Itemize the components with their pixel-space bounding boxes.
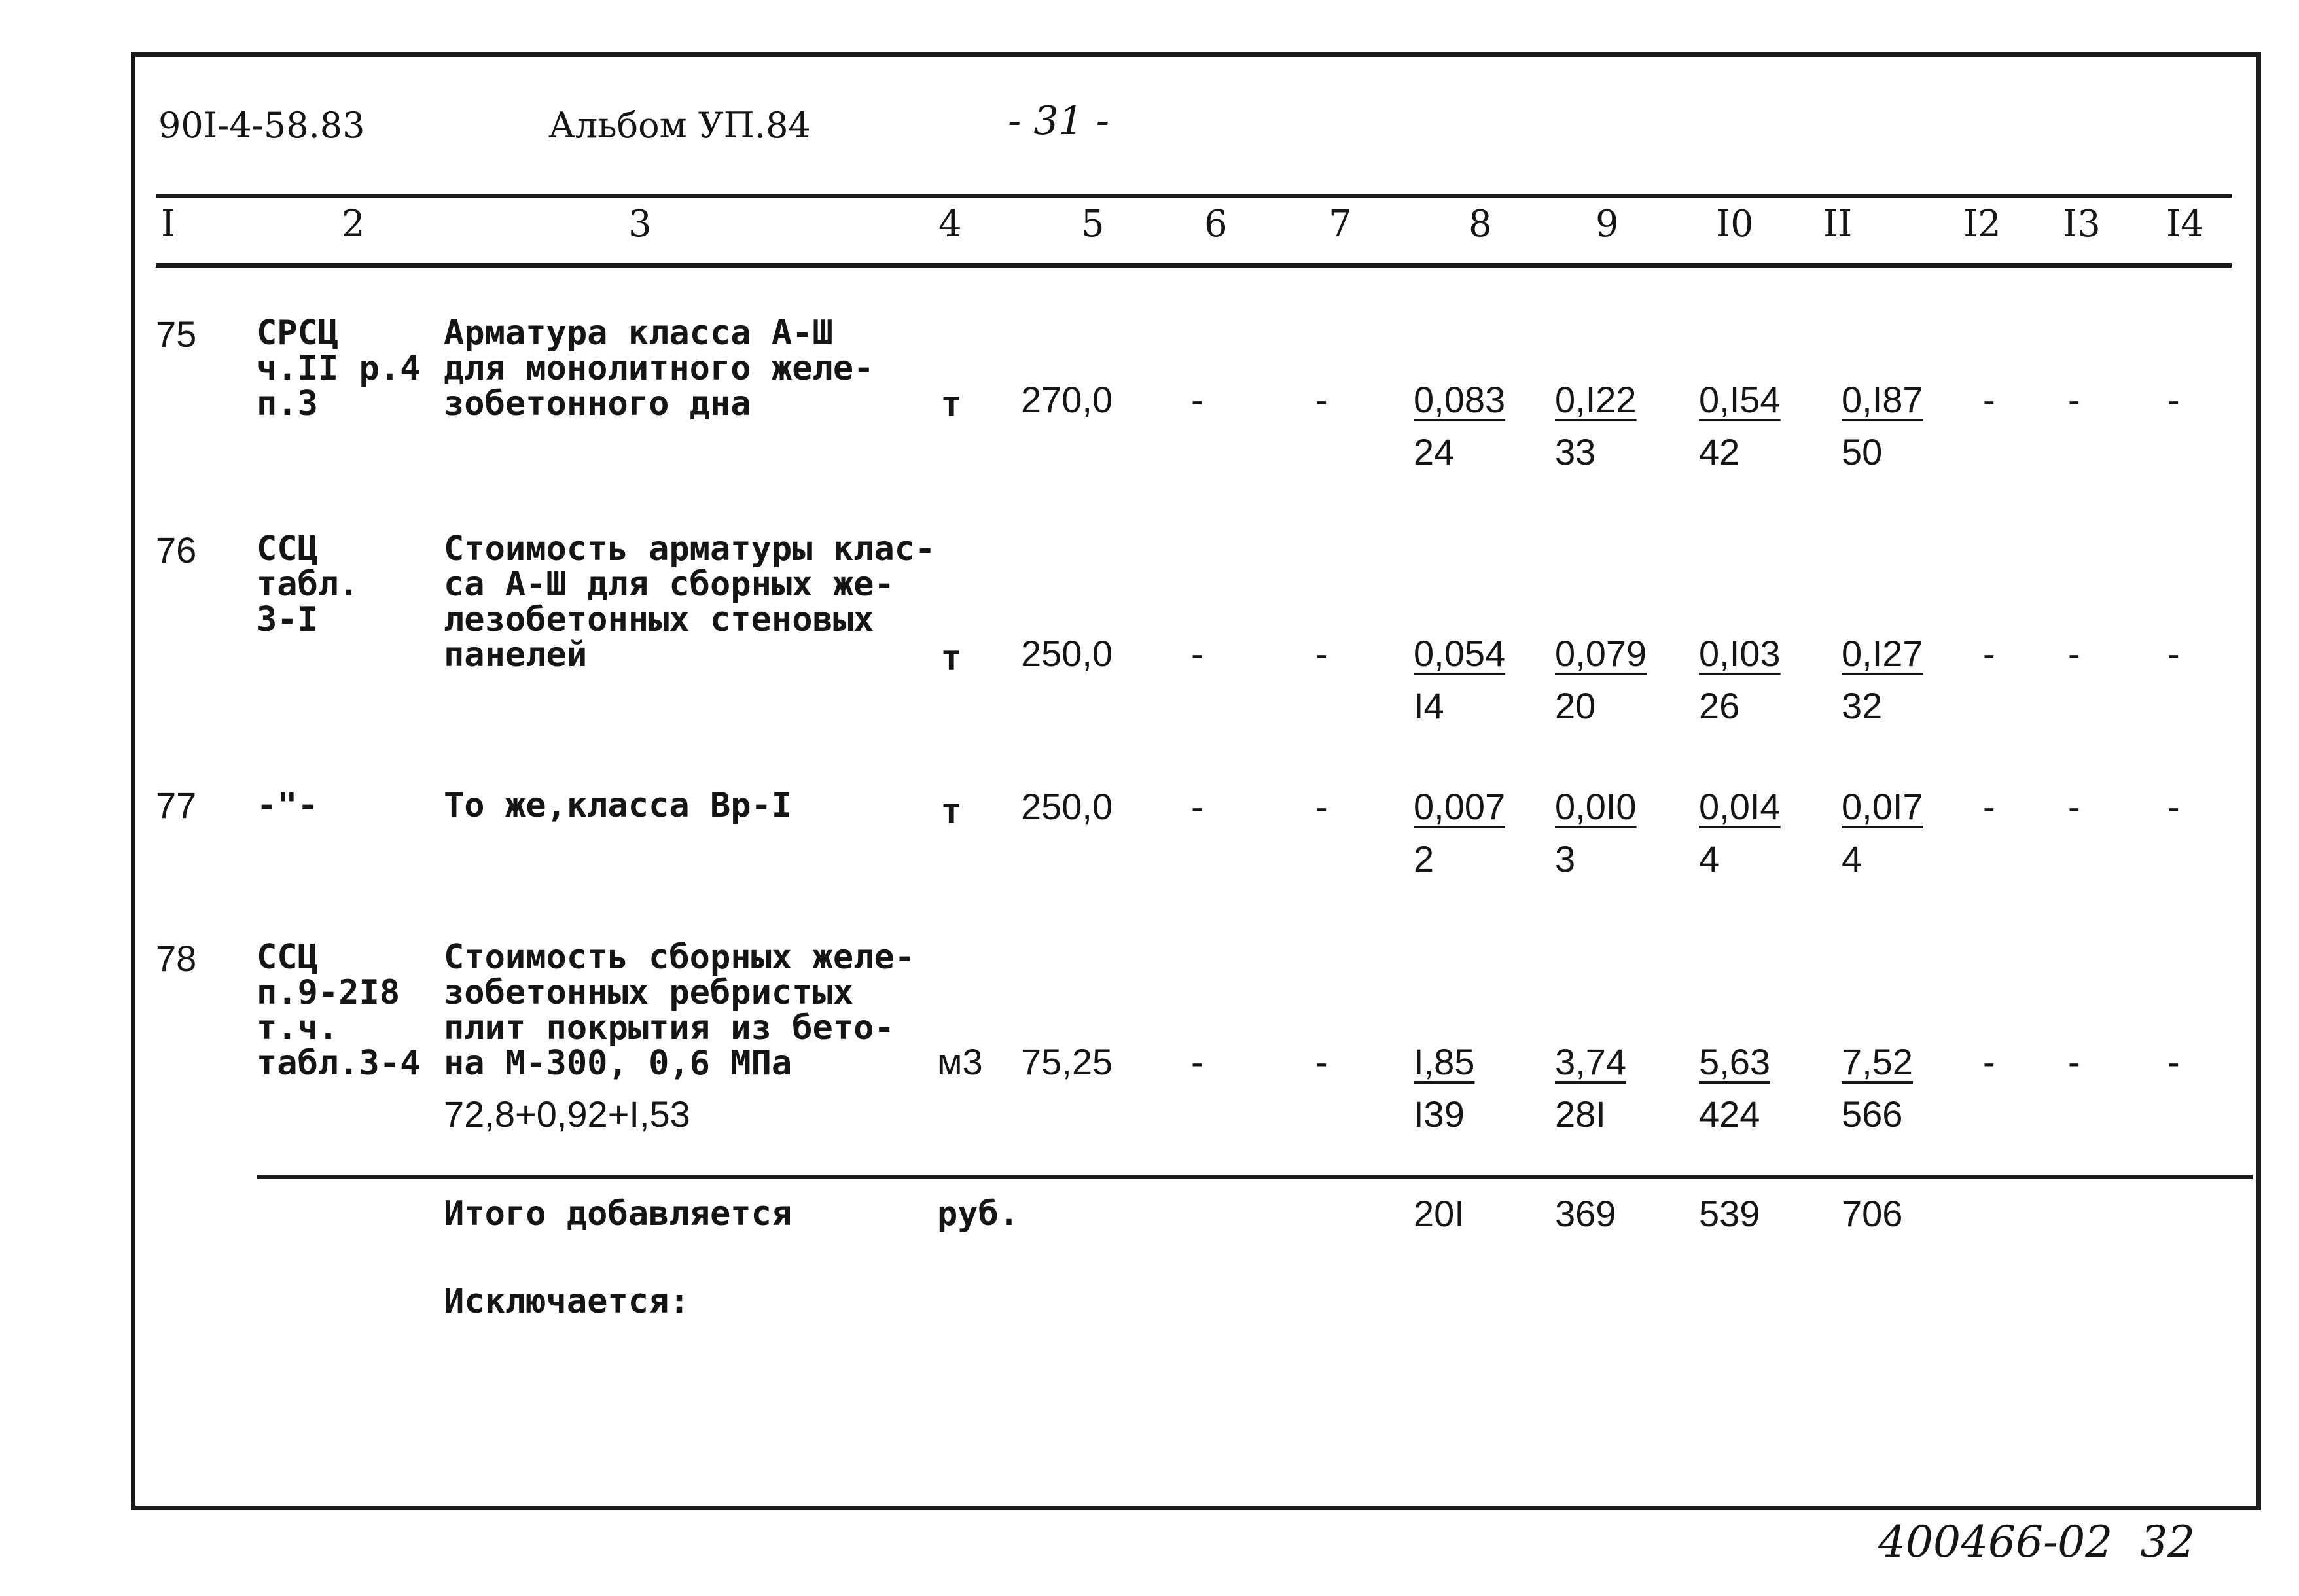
cost-col9: 28I [1555, 1093, 1606, 1135]
cost-col9: 33 [1555, 431, 1596, 472]
row-price: 75,25 [1021, 1041, 1113, 1082]
row-number: 76 [156, 529, 197, 571]
total-label: Итого добавляется [444, 1194, 793, 1233]
col-1: I [161, 203, 176, 245]
value-col9: 0,079 [1555, 633, 1647, 674]
row-description: Стоимость сборных желе- зобетонных ребристых плит покрытия из бето- на М-300, 0,6 МПа [444, 938, 916, 1083]
value-col11: 0,0I7 [1842, 786, 1923, 827]
row-unit: т [942, 383, 961, 424]
cost-col11: 566 [1842, 1093, 1903, 1135]
doc-code: 90I-4-58.83 [158, 105, 365, 146]
value-col10: 0,I54 [1699, 379, 1781, 420]
value-col9: 3,74 [1555, 1041, 1626, 1082]
value-col8: I,85 [1414, 1041, 1475, 1082]
row-unit: м3 [937, 1041, 983, 1082]
col-9: 9 [1595, 203, 1619, 245]
row-col12: - [1983, 633, 1995, 674]
row-ref: СРСЦ ч.II р.4 п.3 [257, 313, 421, 423]
cost-col10: 26 [1699, 685, 1740, 726]
cost-col10: 424 [1699, 1093, 1760, 1135]
page-number: - 31 - [1008, 98, 1110, 144]
cost-col8: I4 [1414, 685, 1444, 726]
row-col13: - [2068, 1041, 2080, 1082]
col-11: II [1823, 203, 1853, 245]
row-col14: - [2167, 1041, 2180, 1082]
row-description: То же,класса Вр-I [444, 786, 793, 825]
row-col7: - [1315, 1041, 1328, 1082]
row-price: 270,0 [1021, 379, 1113, 420]
header-bottom-rule [156, 263, 2232, 268]
cost-col8: 2 [1414, 838, 1435, 879]
row-ref: ССЦ п.9-2I8 т.ч. табл.3-4 [257, 938, 421, 1083]
row-number: 75 [156, 313, 197, 355]
col-8: 8 [1469, 203, 1492, 245]
row-price: 250,0 [1021, 786, 1113, 827]
row-col13: - [2068, 379, 2080, 420]
album-title: Альбом УП.84 [548, 105, 811, 146]
col-14: I4 [2166, 203, 2204, 245]
row-col6: - [1191, 786, 1203, 827]
row-description: Арматура класса А-Ш для монолитного желе- зобетонного дна [444, 313, 874, 423]
row-col6: - [1191, 1041, 1203, 1082]
row-col14: - [2167, 633, 2180, 674]
row-col6: - [1191, 633, 1203, 674]
row-number: 77 [156, 785, 197, 826]
total-unit: руб. [937, 1194, 1020, 1233]
cost-col11: 4 [1842, 838, 1862, 879]
row-unit: т [942, 637, 961, 678]
row-col7: - [1315, 633, 1328, 674]
cost-col10: 4 [1699, 838, 1720, 879]
row-col6: - [1191, 379, 1203, 420]
row-formula: 72,8+0,92+I,53 [444, 1093, 690, 1135]
cost-col8: 24 [1414, 431, 1455, 472]
total-col8: 20I [1414, 1193, 1465, 1234]
value-col11: 0,I27 [1842, 633, 1923, 674]
col-12: I2 [1963, 203, 2001, 245]
col-4: 4 [938, 203, 962, 245]
value-col9: 0,I22 [1555, 379, 1637, 420]
value-col8: 0,054 [1414, 633, 1506, 674]
row-col13: - [2068, 786, 2080, 827]
excluded-label: Исключается: [444, 1282, 690, 1321]
row-col14: - [2167, 379, 2180, 420]
value-col9: 0,0I0 [1555, 786, 1637, 827]
row-ref: ССЦ табл. 3-I [257, 529, 359, 639]
row-col12: - [1983, 379, 1995, 420]
row-col13: - [2068, 633, 2080, 674]
value-col10: 0,I03 [1699, 633, 1781, 674]
row-col14: - [2167, 786, 2180, 827]
col-13: I3 [2063, 203, 2101, 245]
cost-col11: 50 [1842, 431, 1883, 472]
col-10: I0 [1716, 203, 1754, 245]
cost-col11: 32 [1842, 685, 1883, 726]
value-col10: 0,0I4 [1699, 786, 1781, 827]
row-col7: - [1315, 786, 1328, 827]
row-price: 250,0 [1021, 633, 1113, 674]
cost-col9: 20 [1555, 685, 1596, 726]
value-col10: 5,63 [1699, 1041, 1770, 1082]
value-col11: 0,I87 [1842, 379, 1923, 420]
col-5: 5 [1081, 203, 1105, 245]
cost-col8: I39 [1414, 1093, 1465, 1135]
row-col7: - [1315, 379, 1328, 420]
row-number: 78 [156, 938, 197, 979]
col-6: 6 [1204, 203, 1228, 245]
total-col9: 369 [1555, 1193, 1616, 1234]
col-7: 7 [1328, 203, 1352, 245]
col-2: 2 [342, 203, 365, 245]
col-3: 3 [628, 203, 652, 245]
value-col8: 0,083 [1414, 379, 1506, 420]
cost-col10: 42 [1699, 431, 1740, 472]
value-col8: 0,007 [1414, 786, 1506, 827]
cost-col9: 3 [1555, 838, 1576, 879]
value-col11: 7,52 [1842, 1041, 1913, 1082]
header-top-rule [156, 194, 2232, 198]
total-col11: 706 [1842, 1193, 1903, 1234]
row-ref: -"- [257, 786, 318, 825]
row-unit: т [942, 790, 961, 831]
row-col12: - [1983, 786, 1995, 827]
row-description: Стоимость арматуры клас- са А-Ш для сборных же- лезобетонных стеновых панелей [444, 529, 936, 675]
total-col10: 539 [1699, 1193, 1760, 1234]
total-rule [257, 1175, 2253, 1179]
row-col12: - [1983, 1041, 1995, 1082]
handwritten-inventory-number: 400466-02 32 [1878, 1517, 2196, 1567]
